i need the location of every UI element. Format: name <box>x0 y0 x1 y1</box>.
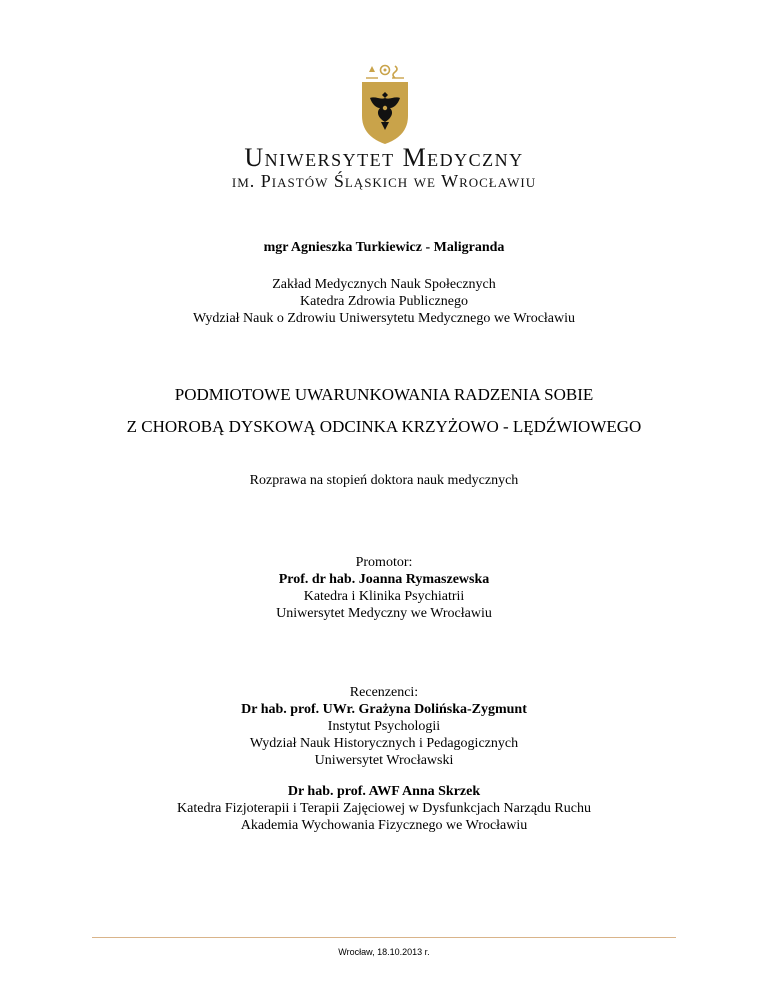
reviewer-2-institution: Akademia Wychowania Fizycznego we Wrocławiu <box>240 818 528 833</box>
university-logo <box>340 58 430 148</box>
thesis-title-line-2: Z CHOROBĄ DYSKOWĄ ODCINKA KRZYŻOWO - LĘDŹWIOWEGO <box>126 417 642 436</box>
promoter-label: Promotor: <box>355 555 413 570</box>
reviewer-1-faculty: Wydział Nauk Historycznych i Pedagogicznych <box>249 736 519 751</box>
author-affiliation <box>0 276 768 327</box>
promoter-institution: Uniwersytet Medyczny we Wrocławiu <box>276 606 492 621</box>
reviewers-label: Recenzenci: <box>349 685 419 700</box>
reviewers-section <box>0 684 768 769</box>
footer-place-date: Wrocław, 18.10.2013 r. <box>338 947 430 957</box>
reviewer-1-institution: Uniwersytet Wrocławski <box>314 753 454 768</box>
reviewer-2-unit: Katedra Fizjoterapii i Terapii Zajęciowej w Dysfunkcjach Narządu Ruchu <box>177 801 591 816</box>
degree-statement: Rozprawa na stopień doktora nauk medycznych <box>249 473 519 488</box>
university-name: Uniwersytet Medyczny <box>244 143 524 172</box>
author-name: mgr Agnieszka Turkiewicz - Maligranda <box>263 240 505 255</box>
reviewer-2-name: Dr hab. prof. AWF Anna Skrzek <box>287 784 481 799</box>
reviewer-2-section <box>0 783 768 834</box>
promoter-section <box>0 554 768 622</box>
university-crest-eagle-icon <box>340 58 430 148</box>
promoter-unit: Katedra i Klinika Psychiatrii <box>303 589 465 604</box>
reviewer-1-name: Dr hab. prof. UWr. Grażyna Dolińska-Zygmunt <box>241 702 527 717</box>
university-subtitle: im. Piastów Śląskich we Wrocławiu <box>231 171 537 191</box>
affiliation-chair: Katedra Zdrowia Publicznego <box>300 294 468 309</box>
footer-divider <box>92 937 676 938</box>
reviewer-1-unit: Instytut Psychologii <box>327 719 441 734</box>
thesis-title-line-1: PODMIOTOWE UWARUNKOWANIA RADZENIA SOBIE <box>174 385 594 404</box>
affiliation-faculty: Wydział Nauk o Zdrowiu Uniwersytetu Medycznego we Wrocławiu <box>192 311 576 326</box>
affiliation-department: Zakład Medycznych Nauk Społecznych <box>272 277 496 292</box>
promoter-name: Prof. dr hab. Joanna Rymaszewska <box>278 572 490 587</box>
